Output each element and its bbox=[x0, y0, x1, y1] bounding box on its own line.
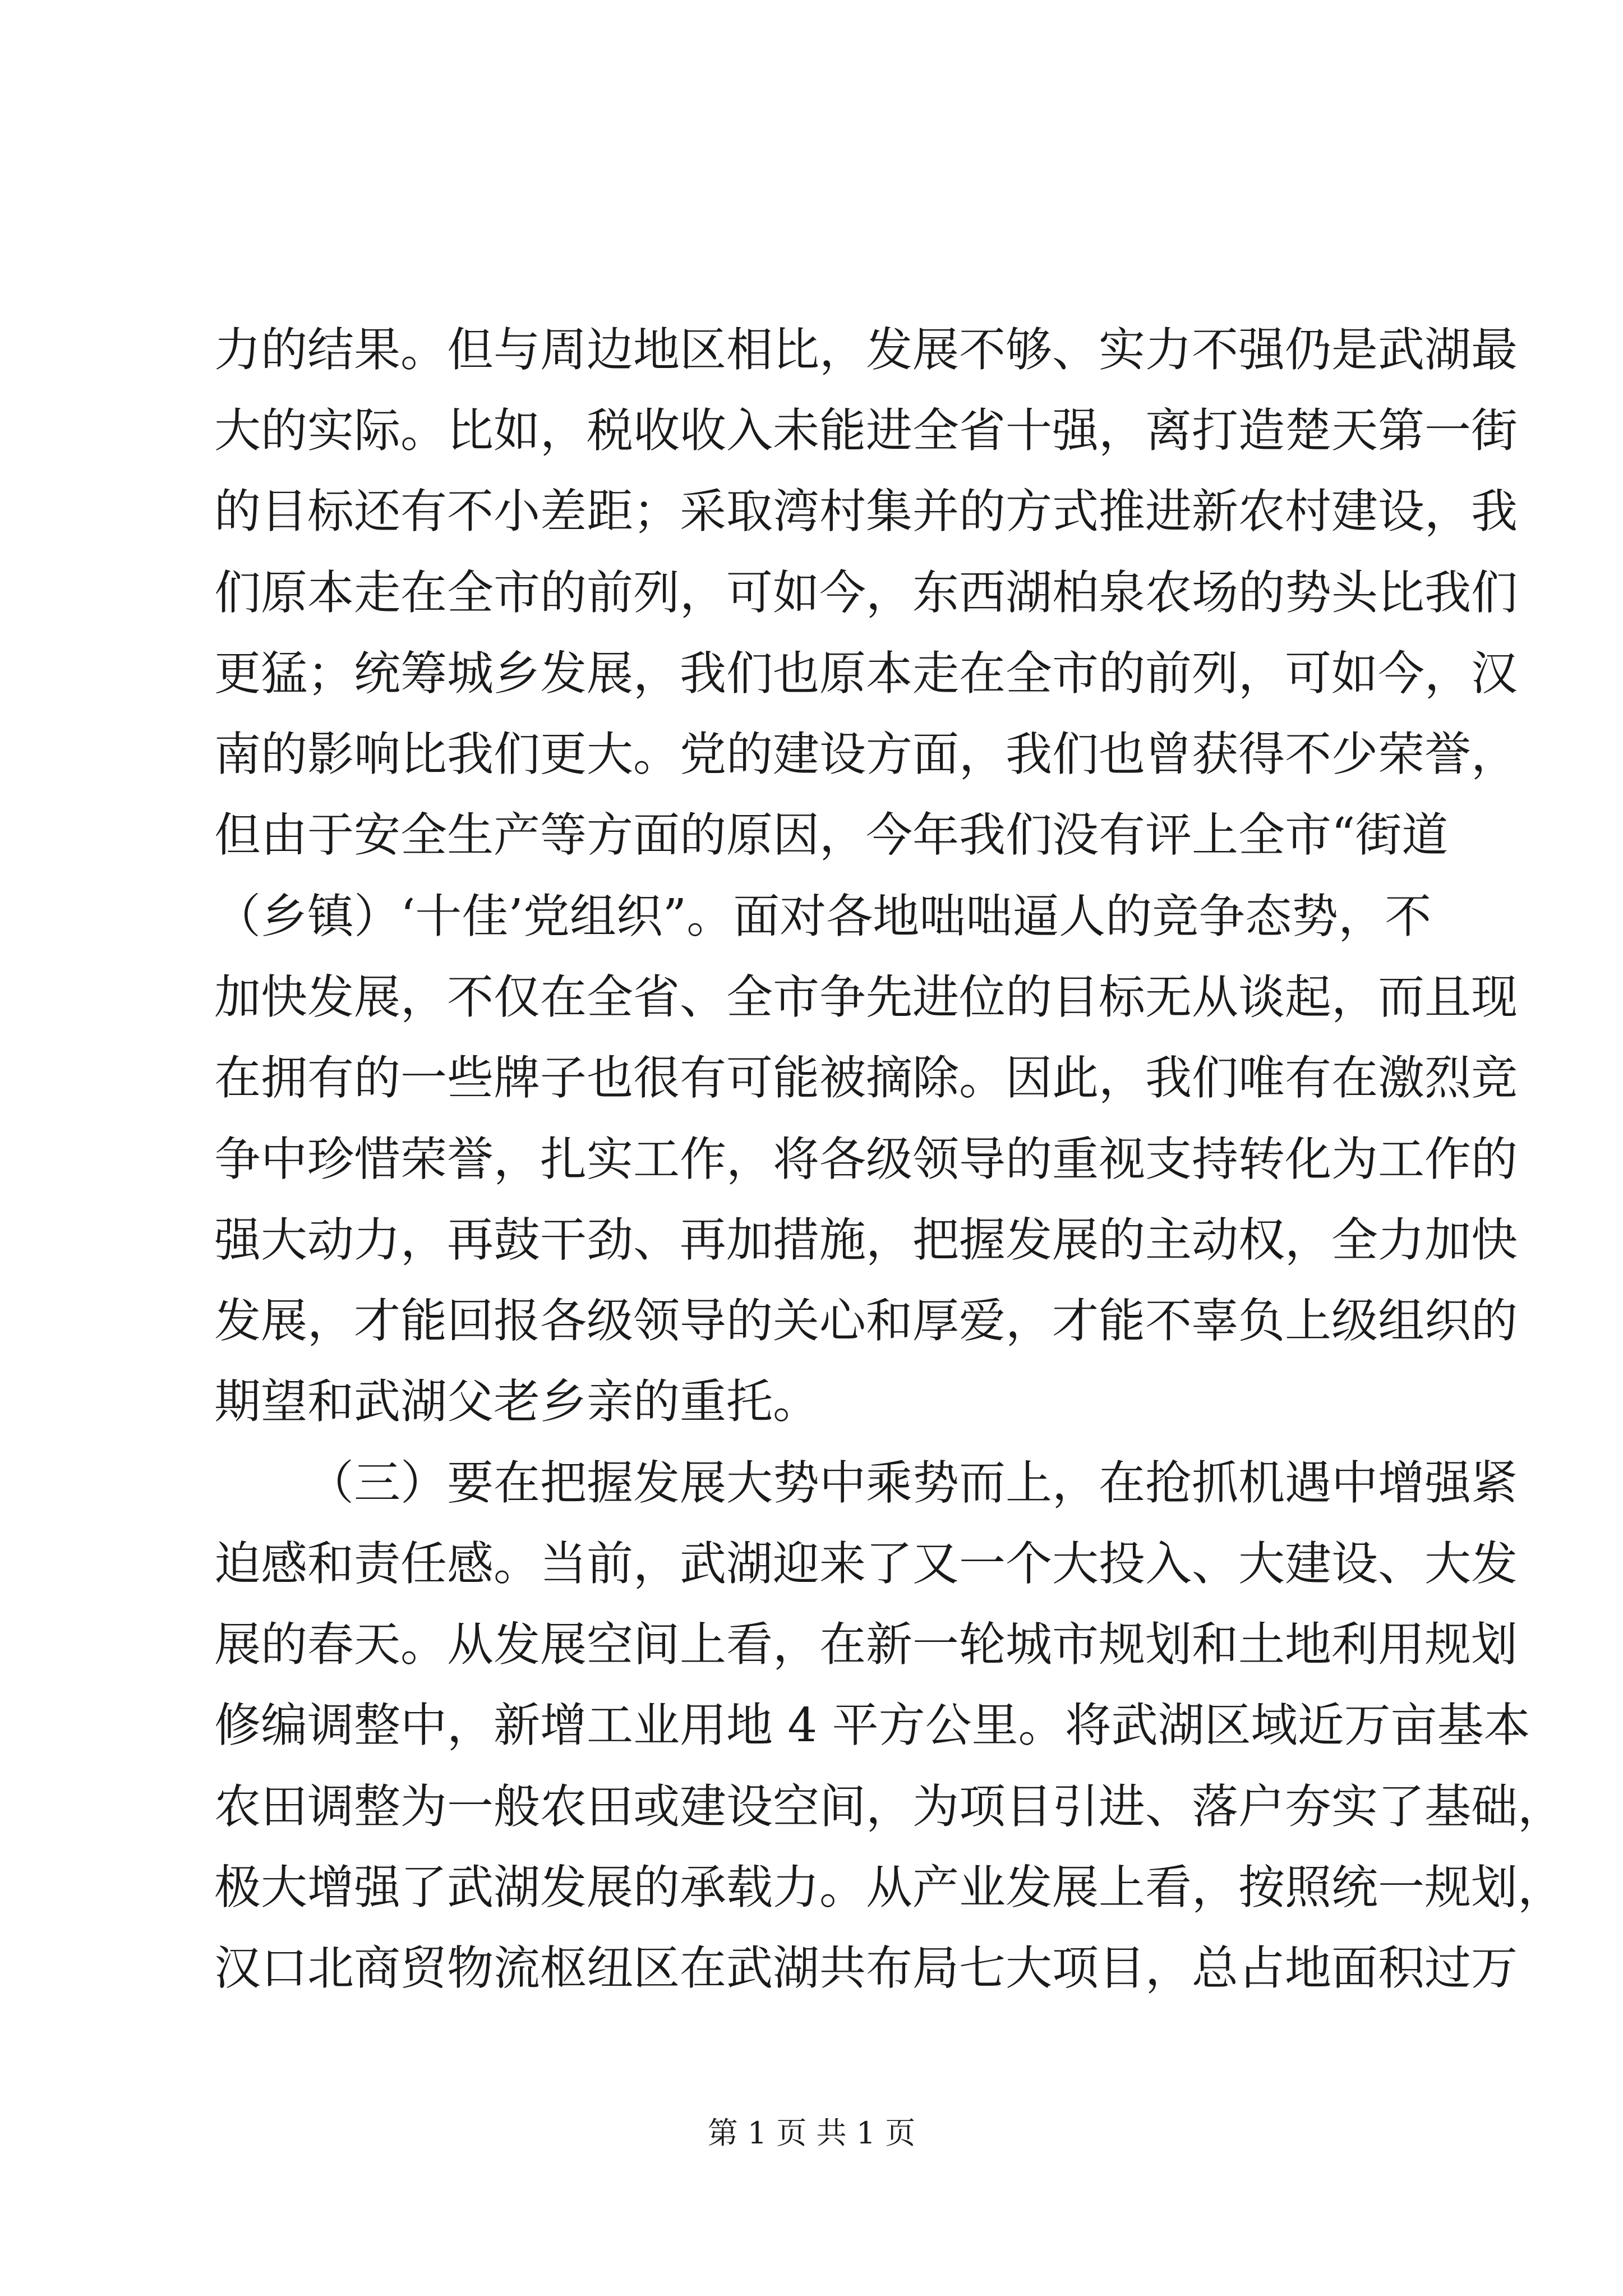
text-line: 强大动力，再鼓干劲、再加措施，把握发展的主动权，全力加快 bbox=[214, 1213, 1518, 1267]
page-number-label: 第 1 页 共 1 页 bbox=[707, 2115, 916, 2151]
text-line: 迫感和责任感。当前，武湖迎来了又一个大投入、大建设、大发 bbox=[214, 1536, 1518, 1591]
text-line: 加快发展，不仅在全省、全市争先进位的目标无从谈起，而且现 bbox=[214, 970, 1518, 1024]
text-line: 争中珍惜荣誉，扎实工作，将各级领导的重视支持转化为工作的 bbox=[214, 1132, 1518, 1186]
text-line: 大的实际。比如，税收收入未能进全省十强，离打造楚天第一街 bbox=[214, 403, 1518, 458]
page-footer bbox=[0, 2109, 1623, 2152]
text-line: 们原本走在全市的前列，可如今，东西湖柏泉农场的势头比我们 bbox=[214, 565, 1518, 620]
text-line: 期望和武湖父老乡亲的重托。 bbox=[214, 1374, 819, 1429]
paragraph-heading-line: （三）要在把握发展大势中乘势而上，在抢抓机遇中增强紧 bbox=[307, 1456, 1518, 1510]
text-line: 更猛；统筹城乡发展，我们也原本走在全市的前列，可如今，汉 bbox=[214, 646, 1518, 701]
text-line: 的目标还有不小差距；采取湾村集并的方式推进新农村建设，我 bbox=[214, 484, 1518, 539]
text-line: 发展，才能回报各级领导的关心和厚爱，才能不辜负上级组织的 bbox=[214, 1294, 1518, 1348]
text-line: 在拥有的一些牌子也很有可能被摘除。因此，我们唯有在激烈竞 bbox=[214, 1051, 1518, 1105]
text-line: 极大增强了武湖发展的承载力。从产业发展上看，按照统一规划， bbox=[214, 1860, 1564, 1915]
text-line: （乡镇）‘十佳’党组织”。面对各地咄咄逼人的竞争态势，不 bbox=[214, 889, 1432, 944]
text-line: 展的春天。从发展空间上看，在新一轮城市规划和土地利用规划 bbox=[214, 1617, 1518, 1672]
text-line: 农田调整为一般农田或建设空间，为项目引进、落户夯实了基础， bbox=[214, 1779, 1564, 1834]
text-line: 南的影响比我们更大。党的建设方面，我们也曾获得不少荣誉， bbox=[214, 727, 1518, 781]
text-line: 力的结果。但与周边地区相比，发展不够、实力不强仍是武湖最 bbox=[214, 323, 1518, 377]
text-line: 修编调整中，新增工业用地 4 平方公里。将武湖区域近万亩基本 bbox=[214, 1698, 1530, 1752]
text-line: 但由于安全生产等方面的原因，今年我们没有评上全市“街道 bbox=[214, 808, 1449, 862]
text-line: 汉口北商贸物流枢纽区在武湖共布局七大项目，总占地面积过万 bbox=[214, 1941, 1518, 1995]
